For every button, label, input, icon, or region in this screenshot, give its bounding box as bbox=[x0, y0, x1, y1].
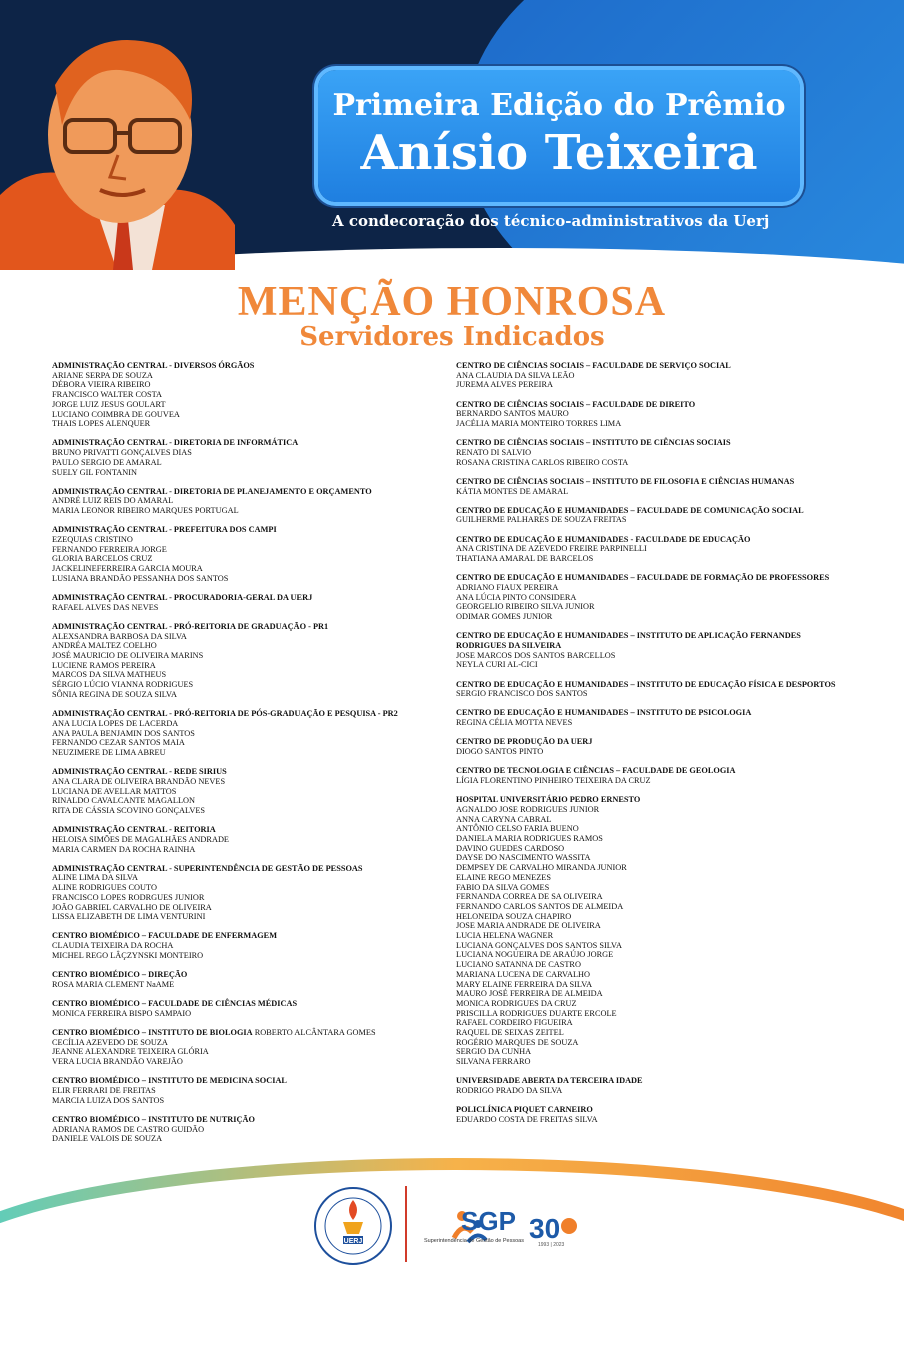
section-title bbox=[456, 477, 851, 487]
section-title-text: CENTRO BIOMÉDICO – INSTITUTO DE BIOLOGIA bbox=[52, 1027, 253, 1037]
honoree-name: MARIANA LUCENA DE CARVALHO bbox=[456, 969, 591, 979]
honoree-name: FRANCISCO LOPES RODRGUES JUNIOR bbox=[52, 892, 205, 902]
honoree-name: ALINE RODRIGUES COUTO bbox=[52, 883, 157, 893]
honoree-name: LISSA ELIZABETH DE LIMA VENTURINI bbox=[52, 912, 206, 922]
title-line2: Anísio Teixeira bbox=[360, 125, 758, 181]
honoree-name: THAIS LOPES ALENQUER bbox=[52, 419, 151, 429]
honoree-name: ANA LUCIA LOPES DE LACERDA bbox=[52, 718, 179, 728]
honoree-name: BERNARDO SANTOS MAURO bbox=[456, 409, 569, 419]
honoree-name: FERNANDO CEZAR SANTOS MAIA bbox=[52, 738, 185, 748]
honoree-name: LUCIA HELENA WAGNER bbox=[456, 931, 554, 941]
section bbox=[52, 361, 442, 429]
mention-title: MENÇÃO HONROSA bbox=[237, 279, 667, 325]
section bbox=[52, 622, 442, 700]
honoree-name: JEANNE ALEXANDRE TEIXEIRA GLÓRIA bbox=[52, 1047, 209, 1057]
honoree-name: MARCOS DA SILVA MATHEUS bbox=[52, 670, 167, 680]
honoree-name: PAULO SERGIO DE AMARAL bbox=[52, 457, 162, 467]
honoree-name: BRUNO PRIVATTI GONÇALVES DIAS bbox=[52, 448, 192, 458]
section bbox=[52, 970, 442, 989]
portrait-illustration bbox=[0, 15, 235, 270]
section bbox=[52, 593, 442, 612]
honoree-name: SÔNIA REGINA DE SOUZA SILVA bbox=[52, 689, 177, 699]
header-banner bbox=[0, 0, 904, 270]
honoree-name: LUCIANA DE AVELLAR MATTOS bbox=[52, 786, 177, 796]
section-title bbox=[52, 525, 442, 535]
section-title bbox=[456, 535, 851, 545]
uerj-logo bbox=[313, 1186, 393, 1266]
honoree-name: ANA CRISTINA DE AZEVEDO FREIRE PARPINELLI bbox=[456, 544, 647, 554]
honoree-name: ANA LÚCIA PINTO CONSIDERA bbox=[456, 592, 577, 602]
section bbox=[456, 1076, 851, 1095]
honoree-name: DÉBORA VIEIRA RIBEIRO bbox=[52, 380, 151, 390]
section-title bbox=[52, 593, 442, 603]
honoree-name: MICHEL REGO LÂÇZYNSKI MONTEIRO bbox=[52, 950, 204, 960]
honoree-name: LÍGIA FLORENTINO PINHEIRO TEIXEIRA DA CRUZ bbox=[456, 776, 651, 785]
honoree-name: LUCIANO SATANNA DE CASTRO bbox=[456, 960, 581, 970]
honoree-name: FERNANDO CARLOS SANTOS DE ALMEIDA bbox=[456, 901, 624, 911]
honoree-name: SERGIO DA CUNHA bbox=[456, 1047, 532, 1057]
honoree-name: ANDRÉA MALTEZ COELHO bbox=[52, 641, 157, 651]
honoree-name: DANIELE VALOIS DE SOUZA bbox=[52, 1134, 163, 1144]
section-title-text: HOSPITAL UNIVERSITÁRIO PEDRO ERNESTO bbox=[456, 795, 641, 805]
section bbox=[52, 1115, 442, 1144]
right-column bbox=[456, 361, 851, 1134]
section-title-text: ADMINISTRAÇÃO CENTRAL - DIRETORIA DE PLANEJAMENTO E ORÇAMENTO bbox=[52, 486, 372, 496]
section-title-text: CENTRO DE PRODUÇÃO DA UERJ bbox=[456, 737, 593, 747]
honoree-name: MAURO JOSÉ FERREIRA DE ALMEIDA bbox=[456, 989, 603, 999]
section bbox=[52, 438, 442, 477]
honoree-name: LUSIANA BRANDÃO PESSANHA DOS SANTOS bbox=[52, 573, 229, 583]
honoree-name: DAVINO GUEDES CARDOSO bbox=[456, 843, 565, 853]
honoree-name: ADRIANA RAMOS DE CASTRO GUIDÃO bbox=[52, 1124, 205, 1134]
honoree-name: MONICA FERREIRA BISPO SAMPAIO bbox=[52, 1008, 192, 1018]
section bbox=[456, 766, 851, 785]
section-title bbox=[52, 487, 442, 497]
honoree-name: PRISCILLA RODRIGUES DUARTE ERCOLE bbox=[456, 1008, 617, 1018]
honoree-name: ANA CLAUDIA DA SILVA LEÃO bbox=[456, 370, 575, 380]
section-title bbox=[456, 1076, 851, 1086]
section bbox=[456, 535, 851, 564]
title-line1: Primeira Edição do Prêmio bbox=[332, 88, 786, 123]
section-title bbox=[456, 795, 851, 805]
section-title-text: CENTRO DE CIÊNCIAS SOCIAIS – INSTITUTO DE FILOSOFIA E CIÊNCIAS HUMANAS bbox=[456, 476, 795, 486]
section bbox=[456, 795, 851, 1067]
honoree-name: FABIO DA SILVA GOMES bbox=[456, 882, 550, 892]
honoree-name: MARIA LEONOR RIBEIRO MARQUES PORTUGAL bbox=[52, 506, 239, 516]
honoree-name: JUREMA ALVES PEREIRA bbox=[456, 380, 553, 390]
honoree-name: EZEQUIAS CRISTINO bbox=[52, 535, 133, 545]
section-title-text: ADMINISTRAÇÃO CENTRAL - PROCURADORIA-GERAL DA UERJ bbox=[52, 593, 313, 603]
honoree-name: ALINE LIMA DA SILVA bbox=[52, 873, 138, 883]
honoree-name: ANA PAULA BENJAMIN DOS SANTOS bbox=[52, 728, 195, 738]
header-subtitle: A condecoração dos técnico-administrativos da Uerj bbox=[332, 212, 770, 230]
honoree-name: RENATO DI SALVIO bbox=[456, 447, 532, 457]
section-title-text: UNIVERSIDADE ABERTA DA TERCEIRA IDADE bbox=[456, 1076, 643, 1086]
honoree-name: ANNA CARYNA CABRAL bbox=[456, 814, 552, 824]
honoree-name: CECÍLIA AZEVEDO DE SOUZA bbox=[52, 1037, 168, 1047]
honoree-name: GUILHERME PALHARES DE SOUZA FREITAS bbox=[456, 515, 627, 525]
honoree-name: HELONEIDA SOUZA CHAPIRO bbox=[456, 911, 572, 921]
section-title bbox=[52, 767, 442, 777]
section-title bbox=[52, 931, 442, 941]
section-title bbox=[456, 631, 851, 650]
section-title-text: CENTRO DE EDUCAÇÃO E HUMANIDADES - FACULDADE DE EDUCAÇÃO bbox=[456, 534, 751, 544]
section-title-text: CENTRO DE CIÊNCIAS SOCIAIS – FACULDADE DE SERVIÇO SOCIAL bbox=[456, 361, 731, 370]
section bbox=[52, 525, 442, 583]
section-title bbox=[52, 999, 442, 1009]
section-title bbox=[52, 1028, 442, 1038]
honoree-name: ROGÉRIO MARQUES DE SOUZA bbox=[456, 1037, 579, 1047]
footer-logos bbox=[0, 1178, 904, 1268]
section-title-text: ADMINISTRAÇÃO CENTRAL - DIVERSOS ÓRGÃOS bbox=[52, 361, 255, 370]
honoree-name: NEUZIMERE DE LIMA ABREU bbox=[52, 747, 166, 757]
honoree-name: RAFAEL CORDEIRO FIGUEIRA bbox=[456, 1018, 573, 1028]
honoree-name: JORGE LUIZ JESUS GOULART bbox=[52, 399, 166, 409]
honoree-name: ELIR FERRARI DE FREITAS bbox=[52, 1085, 156, 1095]
section-title-text: ADMINISTRAÇÃO CENTRAL - DIRETORIA DE INFORMÁTICA bbox=[52, 438, 299, 448]
honoree-name: REGINA CÉLIA MOTTA NEVES bbox=[456, 718, 573, 728]
section-title bbox=[52, 709, 442, 719]
section-title bbox=[456, 1105, 851, 1115]
honoree-name: RINALDO CAVALCANTE MAGALLON bbox=[52, 796, 196, 806]
section-title bbox=[456, 506, 851, 516]
section-title bbox=[52, 361, 442, 371]
honoree-name: DANIELA MARIA RODRIGUES RAMOS bbox=[456, 834, 603, 844]
honoree-name: JOSÉ MAURICIO DE OLIVEIRA MARINS bbox=[52, 651, 204, 661]
section bbox=[456, 506, 851, 525]
section-title-text: CENTRO BIOMÉDICO – INSTITUTO DE MEDICINA SOCIAL bbox=[52, 1076, 287, 1086]
honoree-name: VERA LUCIA BRANDÃO VAREJÃO bbox=[52, 1056, 183, 1066]
honoree-name: LUCIENE RAMOS PEREIRA bbox=[52, 660, 156, 670]
section-title bbox=[456, 737, 851, 747]
section-title bbox=[52, 1076, 442, 1086]
section bbox=[456, 631, 851, 670]
honoree-name: KÁTIA MONTES DE AMARAL bbox=[456, 486, 569, 496]
title-box bbox=[318, 70, 800, 202]
left-column bbox=[52, 361, 442, 1153]
section-title-text: ADMINISTRAÇÃO CENTRAL - REITORIA bbox=[52, 825, 216, 835]
section-title-text: ADMINISTRAÇÃO CENTRAL - REDE SIRIUS bbox=[52, 767, 227, 777]
honoree-name: JACÉLIA MARIA MONTEIRO TORRES LIMA bbox=[456, 419, 622, 429]
honoree-name: GLORIA BARCELOS CRUZ bbox=[52, 554, 153, 564]
honoree-name: FERNANDA CORREA DE SA OLIVEIRA bbox=[456, 892, 603, 902]
honoree-name: ANTÔNIO CELSO FARIA BUENO bbox=[456, 824, 579, 834]
honoree-name: ADRIANO FIAUX PEREIRA bbox=[456, 582, 559, 592]
section-title-text: ADMINISTRAÇÃO CENTRAL - SUPERINTENDÊNCIA DE GESTÃO DE PESSOAS bbox=[52, 863, 363, 873]
section-title-text: CENTRO DE EDUCAÇÃO E HUMANIDADES – INSTITUTO DE EDUCAÇÃO FÍSICA E DESPORTOS bbox=[456, 679, 836, 689]
honoree-name: AGNALDO JOSE RODRIGUES JUNIOR bbox=[456, 804, 600, 814]
honoree-name: LUCIANA GONÇALVES DOS SANTOS SILVA bbox=[456, 940, 622, 950]
honoree-name: JOSE MARIA ANDRADE DE OLIVEIRA bbox=[456, 921, 601, 931]
section-title bbox=[456, 766, 851, 776]
section bbox=[52, 825, 442, 854]
sgp-caption: Superintendência de Gestão de Pessoas bbox=[424, 1238, 524, 1244]
section bbox=[52, 1028, 442, 1067]
honoree-name: DEMPSEY DE CARVALHO MIRANDA JUNIOR bbox=[456, 863, 627, 873]
honoree-name: JOÃO GABRIEL CARVALHO DE OLIVEIRA bbox=[52, 902, 212, 912]
section-title bbox=[52, 622, 442, 632]
honoree-name: LUCIANO COIMBRA DE GOUVEA bbox=[52, 409, 180, 419]
section-title bbox=[52, 1115, 442, 1125]
section-title-text: POLICLÍNICA PIQUET CARNEIRO bbox=[456, 1105, 593, 1115]
honoree-name: ODIMAR GOMES JUNIOR bbox=[456, 612, 553, 622]
section-title bbox=[456, 708, 851, 718]
section-title-text: CENTRO BIOMÉDICO – DIREÇÃO bbox=[52, 970, 188, 980]
honoree-name: EDUARDO COSTA DE FREITAS SILVA bbox=[456, 1115, 598, 1124]
honoree-name: SILVANA FERRARO bbox=[456, 1057, 531, 1067]
honoree-name: RITA DE CÁSSIA SCOVINO GONÇALVES bbox=[52, 805, 206, 815]
section bbox=[456, 708, 851, 727]
inline-honoree-name: ROBERTO ALCÂNTARA GOMES bbox=[252, 1027, 376, 1037]
honoree-name: HELOISA SIMÕES DE MAGALHÃES ANDRADE bbox=[52, 834, 230, 844]
section bbox=[456, 680, 851, 699]
section-title-text: CENTRO DE EDUCAÇÃO E HUMANIDADES – INSTITUTO DE APLICAÇÃO FERNANDES RODRIGUES DA SILVEIRA bbox=[456, 631, 801, 650]
section bbox=[52, 1076, 442, 1105]
section-title bbox=[52, 438, 442, 448]
section-title-text: CENTRO DE EDUCAÇÃO E HUMANIDADES – FACULDADE DE FORMAÇÃO DE PROFESSORES bbox=[456, 573, 830, 583]
logo-divider bbox=[405, 1186, 407, 1262]
honoree-name: ALEXSANDRA BARBOSA DA SILVA bbox=[52, 631, 187, 641]
honoree-name: RAQUEL DE SEIXAS ZEITEL bbox=[456, 1028, 564, 1038]
honoree-name: MARY ELAINE FERREIRA DA SILVA bbox=[456, 979, 593, 989]
honoree-name: RAFAEL ALVES DAS NEVES bbox=[52, 602, 159, 612]
section bbox=[456, 361, 851, 390]
honoree-name: RODRIGO PRADO DA SILVA bbox=[456, 1086, 563, 1096]
section-title-text: CENTRO DE CIÊNCIAS SOCIAIS – INSTITUTO DE CIÊNCIAS SOCIAIS bbox=[456, 438, 731, 448]
honoree-name: MONICA RODRIGUES DA CRUZ bbox=[456, 998, 577, 1008]
honoree-name: MARCIA LUIZA DOS SANTOS bbox=[52, 1095, 165, 1105]
honoree-name: NEYLA CURI AL-CICI bbox=[456, 660, 538, 670]
section-title-text: CENTRO DE TECNOLOGIA E CIÊNCIAS – FACULDADE DE GEOLOGIA bbox=[456, 766, 736, 776]
honoree-name: SUELY GIL FONTANIN bbox=[52, 467, 137, 477]
section-title bbox=[456, 438, 851, 448]
honoree-name: JACKELINEFERREIRA GARCIA MOURA bbox=[52, 564, 203, 574]
section-title bbox=[456, 680, 851, 690]
section bbox=[456, 438, 851, 467]
section-title-text: ADMINISTRAÇÃO CENTRAL - PREFEITURA DOS CAMPI bbox=[52, 525, 277, 535]
section-title bbox=[456, 361, 851, 371]
honoree-name: DIOGO SANTOS PINTO bbox=[456, 747, 544, 757]
sgp-logo-text: SGP bbox=[461, 1206, 516, 1236]
section-title-text: CENTRO BIOMÉDICO – FACULDADE DE CIÊNCIAS MÉDICAS bbox=[52, 998, 298, 1008]
section-title bbox=[456, 400, 851, 410]
section-title-text: CENTRO DE EDUCAÇÃO E HUMANIDADES – INSTITUTO DE PSICOLOGIA bbox=[456, 708, 752, 718]
honoree-name: SÉRGIO LÚCIO VIANNA RODRIGUES bbox=[52, 680, 194, 690]
anniversary-caption: 1993 | 2023 bbox=[538, 1242, 565, 1248]
honoree-name: CLAUDIA TEIXEIRA DA ROCHA bbox=[52, 941, 174, 951]
section-title bbox=[52, 864, 442, 874]
section bbox=[456, 400, 851, 429]
section bbox=[456, 737, 851, 756]
honoree-name: ANA CLARA DE OLIVEIRA BRANDÃO NEVES bbox=[52, 776, 226, 786]
honoree-name: SERGIO FRANCISCO DOS SANTOS bbox=[456, 689, 588, 699]
section bbox=[52, 487, 442, 516]
section-title bbox=[52, 970, 442, 980]
uerj-logo-text: UERJ bbox=[343, 1238, 363, 1245]
section-title bbox=[456, 573, 851, 583]
honoree-name: GEORGELIO RIBEIRO SILVA JUNIOR bbox=[456, 602, 595, 612]
honoree-name: ROSANA CRISTINA CARLOS RIBEIRO COSTA bbox=[456, 457, 629, 467]
honoree-name: JOSE MARCOS DOS SANTOS BARCELLOS bbox=[456, 650, 616, 660]
section-title-text: CENTRO BIOMÉDICO – FACULDADE DE ENFERMAGEM bbox=[52, 931, 278, 941]
honoree-name: FERNANDO FERREIRA JORGE bbox=[52, 544, 167, 554]
section-title-text: ADMINISTRAÇÃO CENTRAL - PRÓ-REITORIA DE PÓS-GRADUAÇÃO E PESQUISA - PR2 bbox=[52, 709, 398, 719]
section bbox=[456, 1105, 851, 1124]
mention-subtitle: Servidores Indicados bbox=[299, 322, 605, 352]
honoree-name: ARIANE SERPA DE SOUZA bbox=[52, 370, 153, 380]
honoree-name: ANDRÉ LUIZ REIS DO AMARAL bbox=[52, 496, 174, 506]
honoree-name: MARIA CARMEN DA ROCHA RAINHA bbox=[52, 844, 196, 854]
section bbox=[52, 864, 442, 922]
honoree-name: ELAINE REGO MENEZES bbox=[456, 872, 551, 882]
section bbox=[52, 931, 442, 960]
section-title-text: CENTRO BIOMÉDICO – INSTITUTO DE NUTRIÇÃO bbox=[52, 1114, 255, 1124]
section bbox=[52, 709, 442, 758]
section bbox=[456, 477, 851, 496]
section bbox=[456, 573, 851, 622]
section-title bbox=[52, 825, 442, 835]
honoree-name: THATIANA AMARAL DE BARCELOS bbox=[456, 554, 594, 564]
section-title-text: ADMINISTRAÇÃO CENTRAL - PRÓ-REITORIA DE GRADUAÇÃO - PR1 bbox=[52, 621, 329, 631]
section-title-text: CENTRO DE EDUCAÇÃO E HUMANIDADES – FACULDADE DE COMUNICAÇÃO SOCIAL bbox=[456, 505, 804, 515]
honoree-name: DAYSE DO NASCIMENTO WASSITA bbox=[456, 853, 591, 863]
section bbox=[52, 999, 442, 1018]
section bbox=[52, 767, 442, 816]
honoree-name: LUCIANA NOGUEIRA DE ARAÚJO JORGE bbox=[456, 950, 614, 960]
honoree-name: FRANCISCO WALTER COSTA bbox=[52, 390, 162, 400]
honoree-name: ROSA MARIA CLEMENT NaAME bbox=[52, 979, 175, 989]
section-title-text: CENTRO DE CIÊNCIAS SOCIAIS – FACULDADE DE DIREITO bbox=[456, 399, 696, 409]
anniversary-number: 30 bbox=[529, 1213, 561, 1244]
